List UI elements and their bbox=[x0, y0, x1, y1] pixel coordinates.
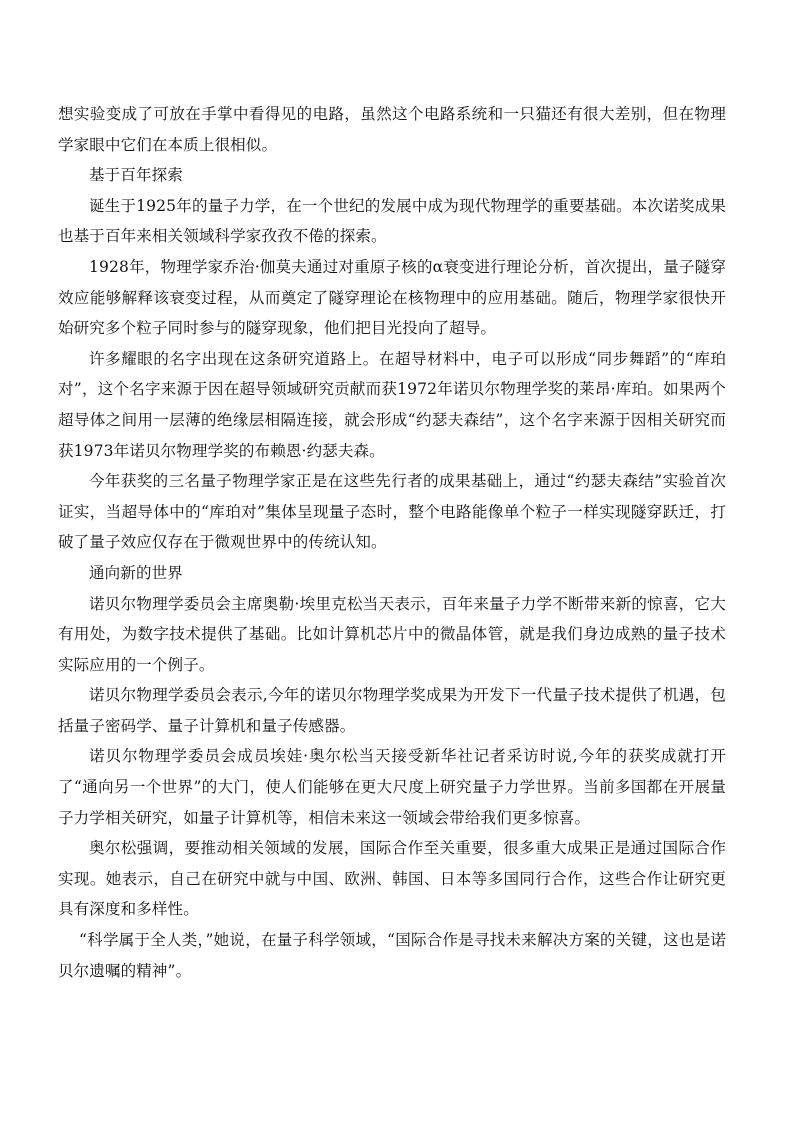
paragraph-quote: “科学属于全人类，”她说，在量子科学领域，“国际合作是寻找未来解决方案的关键，这也是诺贝尔遗嘱的精神”。 bbox=[58, 931, 726, 980]
paragraph-continuation: 想实验变成了可放在手掌中看得见的电路，虽然这个电路系统和一只猫还有很大差别，但在物理学家眼中它们在本质上很相似。 bbox=[58, 105, 726, 154]
section-heading-new-world: 通向新的世界 bbox=[89, 563, 183, 582]
paragraph: 1928年，物理学家乔治·伽莫夫通过对重原子核的α衰变进行理论分析，首次提出，量子隧穿效应能够解释该衰变过程，从而奠定了隧穿理论在核物理中的应用基础。随后，物理学家很快开始研究多个粒子同时参与的隧穿现象，他们把目光投向了超导。 bbox=[58, 257, 726, 338]
article-body bbox=[58, 99, 726, 986]
paragraph: 诺贝尔物理学委员会表示,今年的诺贝尔物理学奖成果为开发下一代量子技术提供了机遇，包括量子密码学、量子计算机和量子传感器。 bbox=[58, 686, 726, 735]
paragraph: 诺贝尔物理学委员会成员埃娃·奥尔松当天接受新华社记者采访时说,今年的获奖成就打开了“通向另一个世界”的大门，使人们能够在更大尺度上研究量子力学世界。当前多国都在开展量子力学相关研究，如量子计算机等，相信未来这一领域会带给我们更多惊喜。 bbox=[58, 747, 726, 827]
paragraph: 奥尔松强调，要推动相关领域的发展，国际合作至关重要，很多重大成果正是通过国际合作实现。她表示，自己在研究中就与中国、欧洲、韩国、日本等多国同行合作，这些合作让研究更具有深度和多样性。 bbox=[58, 839, 726, 919]
paragraph: 今年获奖的三名量子物理学家正是在这些先行者的成果基础上，通过“约瑟夫森结”实验首次证实，当超导体中的“库珀对”集体呈现量子态时，整个电路能像单个粒子一样实现隧穿跃迁，打破了量子效应仅存在于微观世界中的传统认知。 bbox=[58, 472, 726, 552]
paragraph: 诺贝尔物理学委员会主席奥勒·埃里克松当天表示，百年来量子力学不断带来新的惊喜，它大有用处，为数字技术提供了基础。比如计算机芯片中的微晶体管，就是我们身边成熟的量子技术实际应用的一个例子。 bbox=[58, 594, 726, 674]
paragraph: 许多耀眼的名字出现在这条研究道路上。在超导材料中，电子可以形成“同步舞蹈”的“库珀对”，这个名字来源于因在超导领域研究贡献而获1972年诺贝尔物理学奖的莱昂·库珀。如果两个超导体之间用一层薄的绝缘层相隔连接，就会形成“约瑟夫森结”，这个名字来源于因相关研究而获1973年诺贝尔物理学奖的布赖恩·约瑟夫森。 bbox=[58, 349, 726, 460]
section-heading-century-exploration: 基于百年探索 bbox=[89, 166, 183, 185]
paragraph: 诞生于1925年的量子力学，在一个世纪的发展中成为现代物理学的重要基础。本次诺奖成果也基于百年来相关领域科学家孜孜不倦的探索。 bbox=[58, 196, 726, 246]
